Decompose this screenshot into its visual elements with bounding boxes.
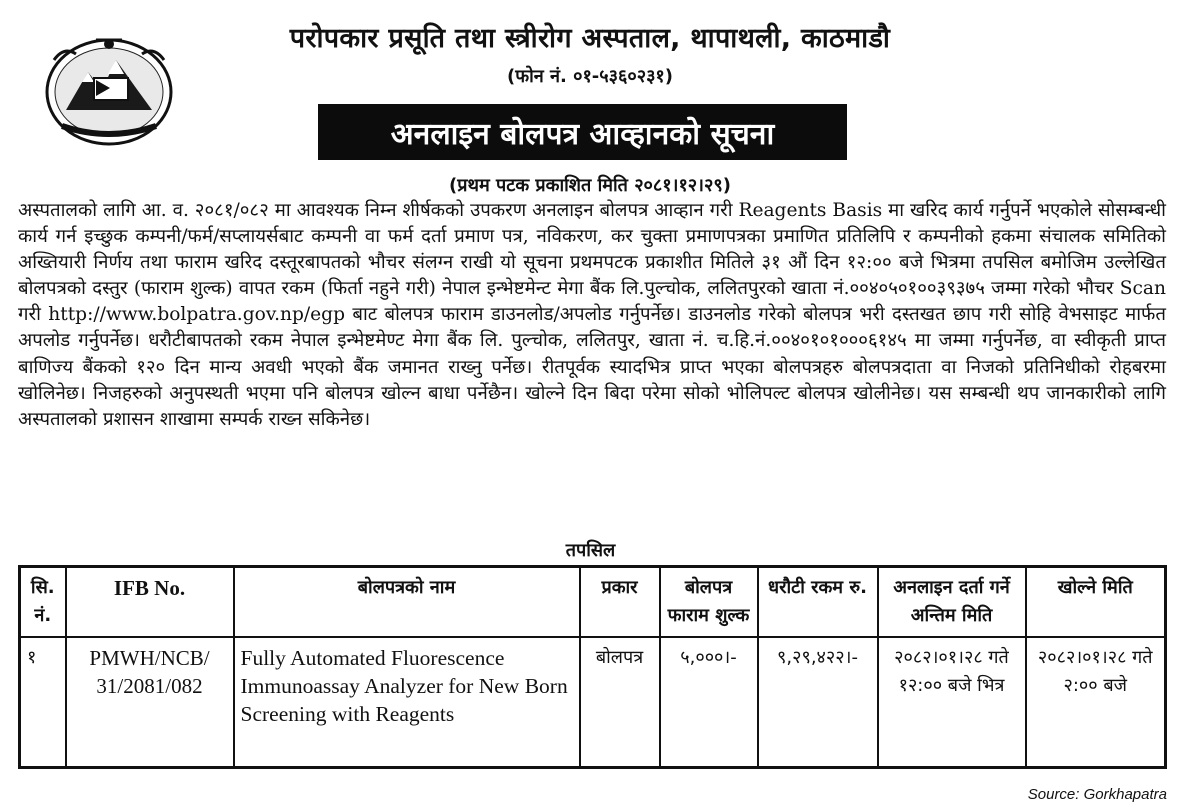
cell-opening: २०८२।०१।२८ गते २:०० बजे <box>1026 637 1166 768</box>
nepal-government-emblem-icon <box>36 30 182 150</box>
cell-fee: ५,०००।- <box>660 637 758 768</box>
col-header-fee: बोलपत्र फाराम शुल्क <box>660 567 758 638</box>
published-date: (प्रथम पटक प्रकाशित मिति २०८१।१२।२९) <box>449 175 731 196</box>
col-header-deadline: अनलाइन दर्ता गर्ने अन्तिम मिति <box>878 567 1026 638</box>
cell-sn: १ <box>20 637 66 768</box>
col-header-ifb: IFB No. <box>66 567 234 638</box>
cell-deadline: २०८२।०१।२८ गते १२:०० बजे भित्र <box>878 637 1026 768</box>
cell-ifb: PMWH/NCB/ 31/2081/082 <box>66 637 234 768</box>
col-header-deposit: धरौटी रकम रु. <box>758 567 878 638</box>
notice-body: अस्पतालको लागि आ. व. २०८१/०८२ मा आवश्यक निम्न शीर्षकको उपकरण अनलाइन बोलपत्र आव्हान गरी Reagents Basis मा खरिद कार्य गर्नुपर्ने भएकोले सोसम्बन्धी कार्य गर्न इच्छुक कम्पनी/फर्म/सप्लायर्सबाट कम्पनी वा फर्म दर्ता प्रमाण पत्र, नविकरण, कर चुक्ता प्रमाणपत्रका प्रमाणित प्रतिलिपि र कम्पनीको हकमा संचालक समितिको अख्तियारी निर्णय तथा फाराम खरिद दस्तूरबापतको भौचर संलग्न राखी यो सूचना प्रथमपटक प्रकाशीत मितिले ३१ औं दिन १२:०० बजे भित्रमा तपसिल बमोजिम उल्लेखित बोलपत्रको दस्तुर (फाराम शुल्क) वापत रकम (फिर्ता नहुने गरी) नेपाल इन्भेष्टमेन्ट मेगा बैंक लि.पुल्चोक, ललितपुरको खाता नं.००४०५०१००३९३७५ जम्मा गरेको भौचर Scan गरी http://www.bolpatra.gov.np/egp बाट बोलपत्र फाराम डाउनलोड/अपलोड गर्नुपर्नेछ। डाउनलोड गरेको बोलपत्र भरी दस्तखत छाप गरी सोहि वेभसाइट मार्फत अपलोड गर्नुपर्नेछ। धरौटीबापतको रकम नेपाल इन्भेष्टमेण्ट मेगा बैंक लि. पुल्चोक, ललितपुर, खाता नं. च.हि.नं.००४०१०१०००६१४५ मा जम्मा गर्नुपर्नेछ, वा स्वीकृती प्राप्त बाणिज्य बैंकको १२० दिन मान्य अवधी भएको बैंक जमानत राख्नु पर्नेछ। रीतपूर्वक स्यादभित्र प्राप्त भएका बोलपत्रहरु बोलपत्रदाता वा निजको प्रतिनिधीको रोहबरमा खोलिनेछ। निजहरुको अनुपस्थती भएमा पनि बोलपत्र खोल्न बाधा पर्नेछैन। खोल्ने दिन बिदा परेमा सोको भोलिपल्ट बोलपत्र खोलीनेछ। यस सम्बन्धी थप जानकारीको लागि अस्पतालको प्रशासन शाखामा सम्पर्क राख्न सकिनेछ। <box>18 200 1166 430</box>
cell-type: बोलपत्र <box>580 637 660 768</box>
cell-deposit: ९,२९,४२२।- <box>758 637 878 768</box>
col-header-type: प्रकार <box>580 567 660 638</box>
cell-name: Fully Automated Fluorescence Immunoassay Analyzer for New Born Screening with Reagents <box>234 637 580 768</box>
tender-schedule-table <box>18 565 1167 769</box>
table-row <box>20 637 1166 768</box>
schedule-title: तपसिल <box>565 540 616 561</box>
hospital-name: परोपकार प्रसूति तथा स्त्रीरोग अस्पताल, थापाथली, काठमाडौ <box>289 23 891 54</box>
col-header-sn: सि. नं. <box>20 567 66 638</box>
phone-number: (फोन नं. ०१-५३६०२३१) <box>506 66 674 87</box>
notice-title: अनलाइन बोलपत्र आव्हानको सूचना <box>318 104 847 160</box>
col-header-opening: खोल्ने मिति <box>1026 567 1166 638</box>
col-header-name: बोलपत्रको नाम <box>234 567 580 638</box>
table-header-row <box>20 567 1166 638</box>
source-credit: Source: Gorkhapatra <box>1027 786 1167 803</box>
